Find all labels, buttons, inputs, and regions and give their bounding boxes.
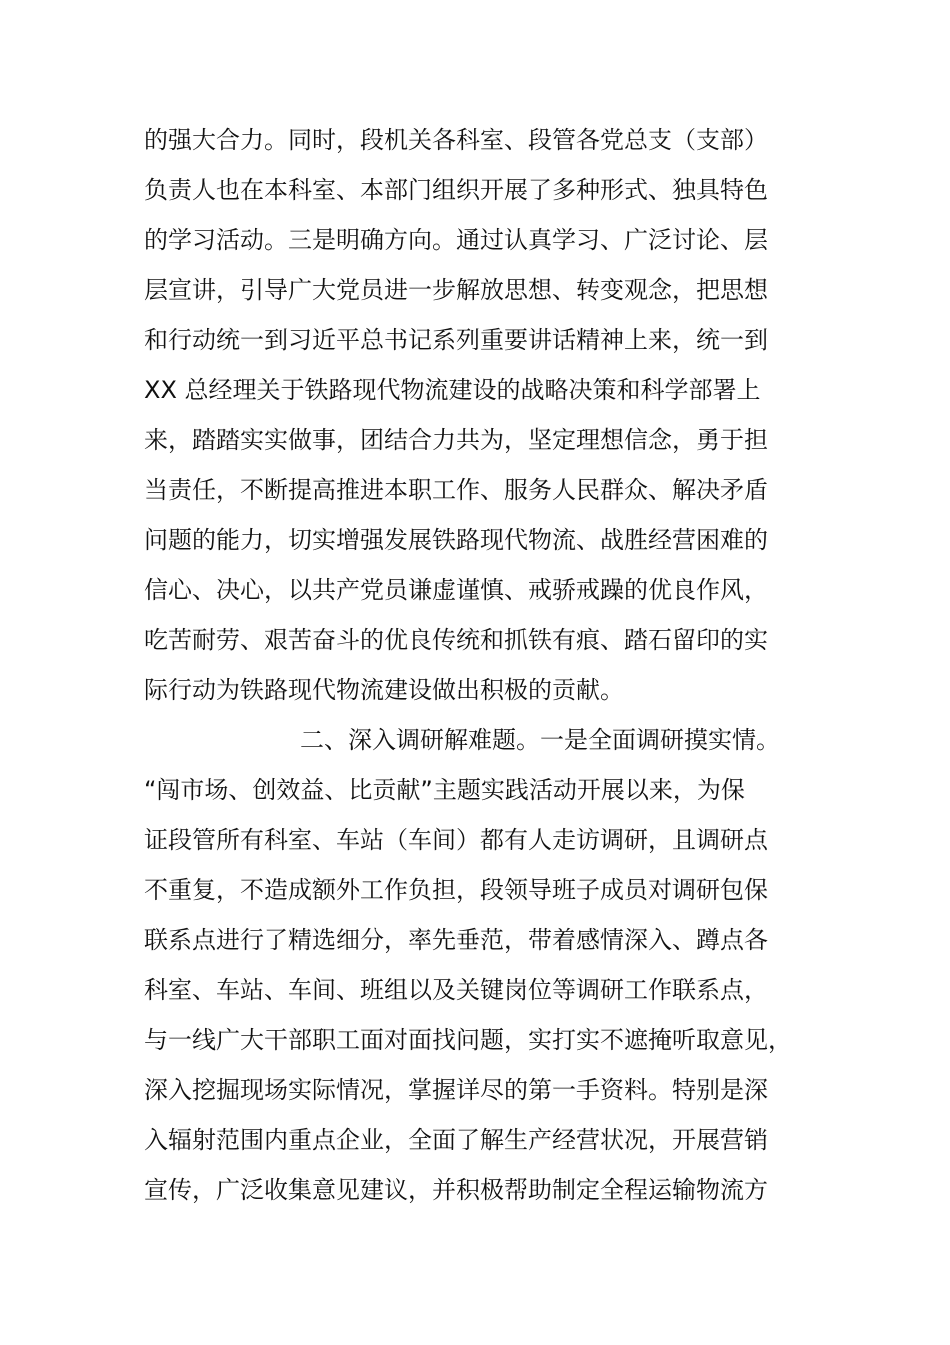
- text-line: 信心、决心，以共产党员谦虚谨慎、戒骄戒躁的优良作风，: [144, 576, 768, 604]
- section-heading-line: 二、深入调研解难题。一是全面调研摸实情。: [300, 726, 780, 754]
- text-line: 际行动为铁路现代物流建设做出积极的贡献。: [144, 676, 624, 704]
- text-line: 不重复，不造成额外工作负担，段领导班子成员对调研包保: [144, 876, 768, 904]
- text-line: 与一线广大干部职工面对面找问题，实打实不遮掩听取意见，: [144, 1026, 792, 1054]
- text-line: 深入挖掘现场实际情况，掌握详尽的第一手资料。特别是深: [144, 1076, 768, 1104]
- text-line: 负责人也在本科室、本部门组织开展了多种形式、独具特色: [144, 176, 768, 204]
- text-line: 证段管所有科室、车站（车间）都有人走访调研，且调研点: [144, 826, 768, 854]
- text-line: 当责任，不断提高推进本职工作、服务人民群众、解决矛盾: [144, 476, 768, 504]
- text-line: 入辐射范围内重点企业，全面了解生产经营状况，开展营销: [144, 1126, 768, 1154]
- text-line: 科室、车站、车间、班组以及关键岗位等调研工作联系点，: [144, 976, 768, 1004]
- text-line: 和行动统一到习近平总书记系列重要讲话精神上来，统一到: [144, 326, 768, 354]
- text-line: XX 总经理关于铁路现代物流建设的战略决策和科学部署上: [144, 376, 761, 404]
- text-line: 联系点进行了精选细分，率先垂范，带着感情深入、蹲点各: [144, 926, 768, 954]
- text-line: 层宣讲，引导广大党员进一步解放思想、转变观念，把思想: [144, 276, 768, 304]
- text-line: 问题的能力，切实增强发展铁路现代物流、战胜经营困难的: [144, 526, 768, 554]
- text-line: 宣传，广泛收集意见建议，并积极帮助制定全程运输物流方: [144, 1176, 768, 1204]
- text-line: “闯市场、创效益、比贡献”主题实践活动开展以来，为保: [144, 776, 745, 804]
- text-line: 的学习活动。三是明确方向。通过认真学习、广泛讨论、层: [144, 226, 768, 254]
- text-line: 的强大合力。同时，段机关各科室、段管各党总支（支部）: [144, 126, 768, 154]
- text-line: 来，踏踏实实做事，团结合力共为，坚定理想信念，勇于担: [144, 426, 768, 454]
- text-line: 吃苦耐劳、艰苦奋斗的优良传统和抓铁有痕、踏石留印的实: [144, 626, 768, 654]
